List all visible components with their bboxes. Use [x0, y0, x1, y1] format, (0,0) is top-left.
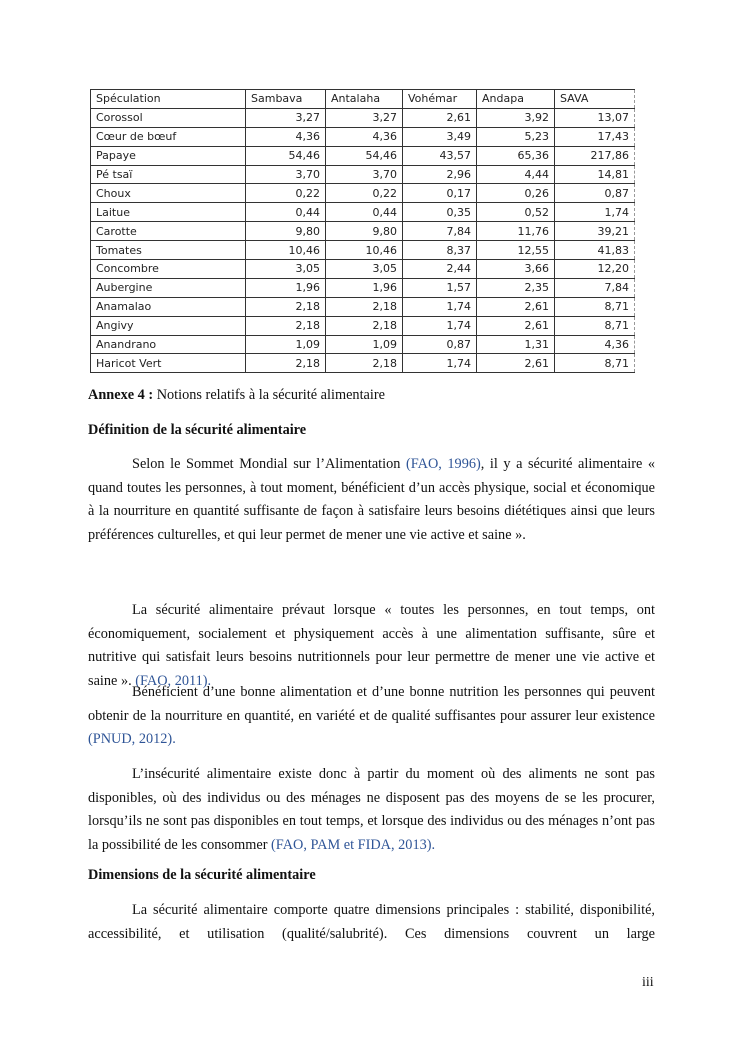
table-row: [91, 335, 635, 354]
table-cell: 2,18: [246, 316, 326, 335]
table-cell: 41,83: [555, 241, 635, 260]
citation: (FAO, 2011).: [135, 672, 212, 689]
table-cell: Haricot Vert: [91, 354, 246, 373]
paragraph-2: [88, 599, 655, 693]
table-row: [91, 316, 635, 335]
annex-title: Notions relatifs à la sécurité alimentaire: [153, 387, 385, 403]
table-cell: 54,46: [326, 146, 403, 165]
table-cell: 3,05: [246, 260, 326, 279]
table-cell: 8,71: [555, 316, 635, 335]
column-header: Spéculation: [91, 90, 246, 109]
table-cell: 0,35: [403, 203, 477, 222]
table-row: [91, 146, 635, 165]
table-cell: 4,36: [246, 127, 326, 146]
table-cell: Tomates: [91, 241, 246, 260]
table-cell: 3,70: [326, 165, 403, 184]
table-row: [91, 222, 635, 241]
table-cell: 0,44: [246, 203, 326, 222]
table-row: [91, 127, 635, 146]
table-cell: Carotte: [91, 222, 246, 241]
table-cell: 1,96: [246, 278, 326, 297]
column-header: Andapa: [477, 90, 555, 109]
paragraph-1: [88, 453, 655, 547]
citation: (FAO, 1996): [405, 456, 481, 472]
table-row: [91, 241, 635, 260]
table-cell: Choux: [91, 184, 246, 203]
table-row: [91, 165, 635, 184]
table-cell: 4,36: [326, 127, 403, 146]
table-cell: 4,36: [555, 335, 635, 354]
table-cell: 3,66: [477, 260, 555, 279]
table-cell: 4,44: [477, 165, 555, 184]
table-cell: 43,57: [403, 146, 477, 165]
citation: (PNUD, 2012).: [88, 731, 176, 747]
table-cell: 10,46: [326, 241, 403, 260]
table-cell: 0,87: [555, 184, 635, 203]
table-row: [91, 184, 635, 203]
paragraph-text: , il y a sécurité alimentaire « quand toutes les personnes, à tout moment, bénéficient d’un accès physique, social et économique à la nourriture en quantité suffisante de façon à satisfaire leurs besoins diététiques ainsi que leurs préférences culturelles, et qui leur permet de mener une vie active et saine ».: [88, 456, 655, 543]
paragraph-3: [88, 681, 655, 752]
table-cell: 8,37: [403, 241, 477, 260]
table-cell: 0,22: [246, 184, 326, 203]
table-cell: 5,23: [477, 127, 555, 146]
page-number: iii: [642, 975, 654, 990]
table-cell: 11,76: [477, 222, 555, 241]
table-cell: 2,61: [403, 108, 477, 127]
table-cell: 3,92: [477, 108, 555, 127]
table-cell: 2,18: [246, 354, 326, 373]
table-cell: 3,05: [326, 260, 403, 279]
paragraph-text: Bénéficient d’une bonne alimentation et d’une bonne nutrition les personnes qui peuvent obtenir de la nourriture en quantité, en variété et de qualité suffisantes pour assurer leur existence: [88, 684, 655, 724]
section-heading-definition: Définition de la sécurité alimentaire: [88, 422, 307, 438]
column-header: Antalaha: [326, 90, 403, 109]
table-cell: 2,44: [403, 260, 477, 279]
table-cell: 0,17: [403, 184, 477, 203]
table-cell: Papaye: [91, 146, 246, 165]
table-cell: 1,31: [477, 335, 555, 354]
table-cell: 8,71: [555, 354, 635, 373]
table-cell: 2,61: [477, 297, 555, 316]
table-cell: 10,46: [246, 241, 326, 260]
table-cell: 3,49: [403, 127, 477, 146]
table-cell: 2,18: [246, 297, 326, 316]
table-cell: 2,18: [326, 316, 403, 335]
table-cell: 54,46: [246, 146, 326, 165]
citation: (FAO, PAM et FIDA, 2013).: [271, 836, 436, 853]
table-cell: 3,27: [326, 108, 403, 127]
table-cell: 3,27: [246, 108, 326, 127]
table-cell: Corossol: [91, 108, 246, 127]
table-cell: Aubergine: [91, 278, 246, 297]
table-cell: 17,43: [555, 127, 635, 146]
table-cell: 12,55: [477, 241, 555, 260]
table-cell: 2,18: [326, 354, 403, 373]
column-header: SAVA: [555, 90, 635, 109]
table-cell: 0,52: [477, 203, 555, 222]
table-cell: Cœur de bœuf: [91, 127, 246, 146]
annex-label: Annexe 4 :: [88, 387, 154, 403]
paragraph-text: L’insécurité alimentaire existe donc à partir du moment où des aliments ne sont pas disponibles, où des individus ou des ménages ne disposent pas des moyens de se les procurer, lorsqu’ils ne sont pas disponibles en tout temps, et lorsque des individus ou des ménages n’ont pas la possibilité de les consommer: [88, 766, 655, 853]
table-cell: 1,74: [403, 316, 477, 335]
table-cell: Laitue: [91, 203, 246, 222]
table-cell: 7,84: [555, 278, 635, 297]
table-cell: 2,61: [477, 316, 555, 335]
section-heading-dimensions: Dimensions de la sécurité alimentaire: [88, 867, 316, 883]
table-cell: Pé tsaï: [91, 165, 246, 184]
table-cell: 65,36: [477, 146, 555, 165]
table-cell: 2,96: [403, 165, 477, 184]
table-cell: 9,80: [326, 222, 403, 241]
paragraph-text: Selon le Sommet Mondial sur l’Alimentation: [132, 456, 406, 472]
table-cell: 0,26: [477, 184, 555, 203]
paragraph-4: [88, 763, 655, 857]
table-cell: 39,21: [555, 222, 635, 241]
table-cell: 217,86: [555, 146, 635, 165]
annex-caption: [88, 384, 655, 408]
table-cell: 2,18: [326, 297, 403, 316]
table-cell: 1,09: [246, 335, 326, 354]
paragraph-text: La sécurité alimentaire prévaut lorsque « toutes les personnes, en tout temps, ont économiquement, socialement et physiquement accès à une alimentation suffisante, sûre et nutritive qui satisfait leurs besoins nutritionnels pour leur permettre de mener une vie active et saine ».: [88, 602, 655, 689]
table-cell: 1,74: [403, 354, 477, 373]
table-cell: 14,81: [555, 165, 635, 184]
table-cell: 8,71: [555, 297, 635, 316]
production-table: [90, 89, 635, 373]
table-cell: Concombre: [91, 260, 246, 279]
table-cell: 1,57: [403, 278, 477, 297]
table-cell: 9,80: [246, 222, 326, 241]
table-cell: 3,70: [246, 165, 326, 184]
table-cell: 0,22: [326, 184, 403, 203]
table-cell: 2,35: [477, 278, 555, 297]
table-cell: 7,84: [403, 222, 477, 241]
table-cell: Angivy: [91, 316, 246, 335]
table-cell: 1,74: [403, 297, 477, 316]
table-cell: 0,44: [326, 203, 403, 222]
table-cell: 2,61: [477, 354, 555, 373]
table-row: [91, 203, 635, 222]
table-row: [91, 354, 635, 373]
table-cell: 1,74: [555, 203, 635, 222]
table-cell: 0,87: [403, 335, 477, 354]
table-cell: Anandrano: [91, 335, 246, 354]
table-cell: 13,07: [555, 108, 635, 127]
table-cell: 1,09: [326, 335, 403, 354]
table-row: [91, 260, 635, 279]
table-cell: 1,96: [326, 278, 403, 297]
table-row: [91, 297, 635, 316]
table-row: [91, 108, 635, 127]
column-header: Vohémar: [403, 90, 477, 109]
column-header: Sambava: [246, 90, 326, 109]
table-row: [91, 278, 635, 297]
table-cell: Anamalao: [91, 297, 246, 316]
table-header-row: [91, 90, 635, 109]
table-cell: 12,20: [555, 260, 635, 279]
paragraph-5: La sécurité alimentaire comporte quatre dimensions principales : stabilité, disponibilité, accessibilité, et utilisation (qualité/salubrité). Ces dimensions couvrent un large: [88, 902, 655, 942]
